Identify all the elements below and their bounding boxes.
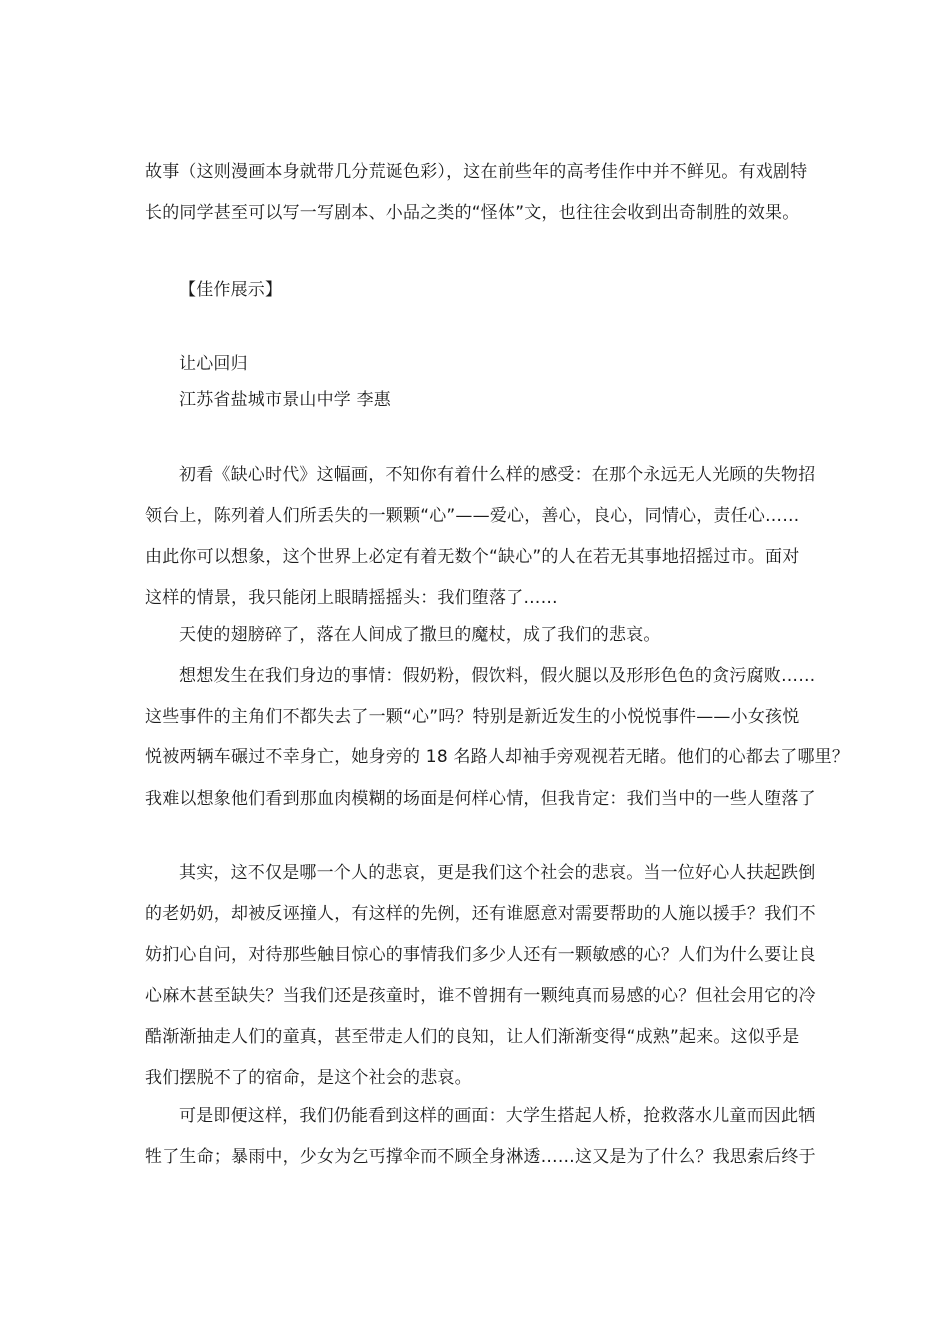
paragraph-3-line-1: 想想发生在我们身边的事情：假奶粉，假饮料，假火腿以及形形色色的贪污腐败…… (179, 666, 816, 686)
paragraph-4-line-5: 酷渐渐抽走人们的童真，甚至带走人们的良知，让人们渐渐变得“成熟”起来。这似乎是 (145, 1027, 800, 1047)
paragraph-3-line-3: 悦被两辆车碾过不幸身亡，她身旁的 18 名路人却袖手旁观视若无睹。他们的心都去了哪里？ (145, 747, 850, 767)
intro-line-1: 故事（这则漫画本身就带几分荒诞色彩），这在前些年的高考佳作中并不鲜见。有戏剧特 (145, 162, 808, 182)
paragraph-4-line-1: 其实，这不仅是哪一个人的悲哀，更是我们这个社会的悲哀。当一位好心人扶起跌倒 (179, 863, 816, 883)
intro-line-2: 长的同学甚至可以写一写剧本、小品之类的“怪体”文，也往往会收到出奇制胜的效果。 (145, 203, 800, 223)
paragraph-4-line-2: 的老奶奶，却被反诬撞人，有这样的先例，还有谁愿意对需要帮助的人施以援手？我们不 (145, 904, 816, 924)
paragraph-4-line-3: 妨扪心自问，对待那些触目惊心的事情我们多少人还有一颗敏感的心？人们为什么要让良 (145, 945, 816, 965)
paragraph-5-line-2: 牲了生命；暴雨中，少女为乞丐撑伞而不顾全身淋透……这又是为了什么？我思索后终于 (145, 1147, 816, 1167)
paragraph-1-line-3: 由此你可以想象，这个世界上必定有着无数个“缺心”的人在若无其事地招摇过市。面对 (145, 547, 800, 567)
essay-title: 让心回归 (179, 354, 248, 374)
paragraph-2-line-1: 天使的翅膀碎了，落在人间成了撒旦的魔杖，成了我们的悲哀。 (179, 625, 661, 645)
paragraph-4-line-6: 我们摆脱不了的宿命，是这个社会的悲哀。 (145, 1068, 472, 1088)
paragraph-1-line-2: 领台上，陈列着人们所丢失的一颗颗“心”——爱心，善心，良心，同情心，责任心…… (145, 506, 800, 526)
section-heading: 【佳作展示】 (179, 280, 283, 300)
essay-author: 江苏省盐城市景山中学 李惠 (179, 390, 392, 410)
paragraph-4-line-4: 心麻木甚至缺失？当我们还是孩童时，谁不曾拥有一颗纯真而易感的心？但社会用它的冷 (145, 986, 816, 1006)
paragraph-1-line-1: 初看《缺心时代》这幅画，不知你有着什么样的感受：在那个永远无人光顾的失物招 (179, 465, 816, 485)
paragraph-3-line-2: 这些事件的主角们不都失去了一颗“心”吗？特别是新近发生的小悦悦事件——小女孩悦 (145, 707, 800, 727)
paragraph-1-line-4: 这样的情景，我只能闭上眼睛摇摇头：我们堕落了…… (145, 588, 558, 608)
paragraph-5-line-1: 可是即便这样，我们仍能看到这样的画面：大学生搭起人桥，抢救落水儿童而因此牺 (179, 1106, 816, 1126)
paragraph-3-line-4: 我难以想象他们看到那血肉模糊的场面是何样心情，但我肯定：我们当中的一些人堕落了 (145, 789, 816, 809)
